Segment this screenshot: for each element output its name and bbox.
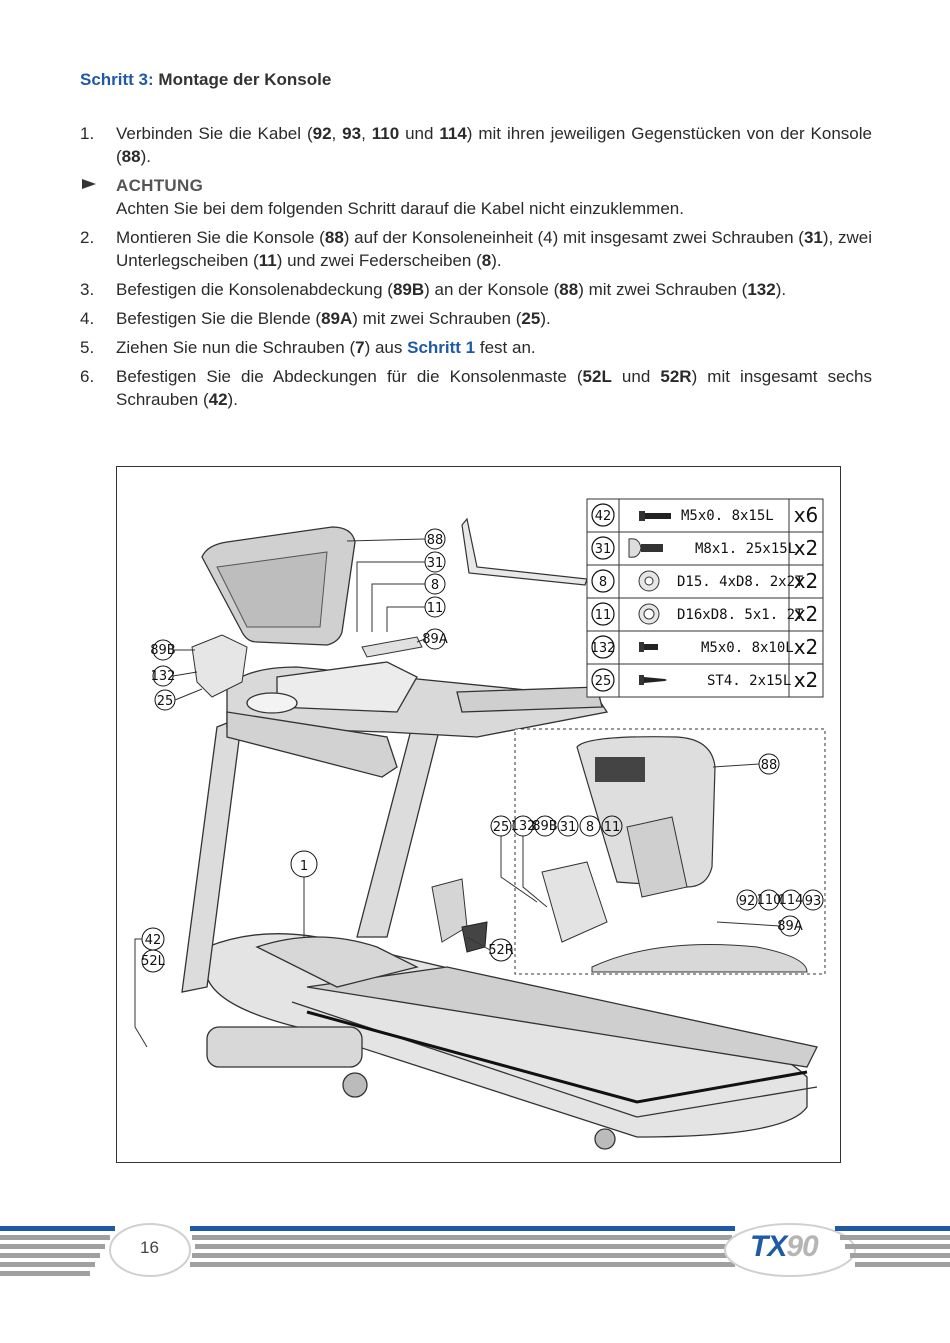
- step-text: [116, 307, 872, 330]
- part-ref: 114: [439, 124, 467, 143]
- step-part: ).: [775, 280, 787, 299]
- parts-table-id: 132: [590, 641, 616, 656]
- detail-callout-31: 31: [559, 820, 577, 835]
- detail-callout-110: 110: [756, 893, 782, 908]
- part-ref: 8: [481, 251, 492, 270]
- brand-logo: [750, 1230, 818, 1264]
- step-text: [116, 365, 872, 411]
- parts-table-id: 42: [594, 509, 612, 524]
- step-number: 2.: [80, 228, 95, 247]
- step-part: ) mit ihren jeweiligen Gegenstücken von der Konsole (: [116, 124, 872, 166]
- step-part: ).: [491, 251, 502, 270]
- washer-icon: [639, 604, 659, 624]
- callout-132: 132: [150, 669, 176, 684]
- step-part: ,: [331, 124, 343, 143]
- parts-table-spec: M5x0. 8x15L: [681, 508, 774, 524]
- callout-88: 88: [426, 533, 444, 548]
- callout-11: 11: [426, 601, 444, 616]
- part-ref: 89A: [321, 309, 353, 328]
- part-ref: 25: [521, 309, 541, 328]
- detail-callout-25: 25: [492, 820, 510, 835]
- callout-31: 31: [426, 556, 444, 571]
- step-part: und: [399, 124, 440, 143]
- page-number: 16: [140, 1238, 159, 1257]
- detail-callout-132: 132: [510, 819, 536, 834]
- detail-callout-89A: 89A: [777, 919, 803, 934]
- parts-table-qty: x2: [793, 602, 819, 626]
- step-part: und: [611, 367, 661, 386]
- part-ref: 88: [121, 147, 141, 166]
- step-part: Verbinden Sie die Kabel (: [116, 124, 313, 143]
- spring-washer-icon: [639, 571, 659, 591]
- allen-key-drawing: [462, 519, 587, 585]
- part-ref: 11: [258, 251, 277, 270]
- step-number: 6.: [80, 367, 95, 386]
- part-ref: 92: [312, 124, 332, 143]
- step-text: [116, 336, 872, 359]
- step-part: Befestigen Sie die Blende (: [116, 309, 322, 328]
- step-6: [80, 365, 872, 411]
- step-part: ) und zwei Federscheiben (: [276, 251, 482, 270]
- step-3: [80, 278, 872, 301]
- step-part: ,: [361, 124, 372, 143]
- step-text: [116, 122, 872, 168]
- part-ref: 110: [371, 124, 400, 143]
- step-5: [80, 336, 872, 359]
- step-2: [80, 226, 872, 272]
- step-part: Befestigen Sie die Abdeckungen für die Konsolenmaste (: [116, 367, 583, 386]
- step-part: ).: [540, 309, 551, 328]
- callout-89A: 89A: [422, 632, 448, 647]
- detail-callout-114: 114: [778, 893, 804, 908]
- step-part: ).: [140, 147, 151, 166]
- console-screen: [202, 527, 355, 645]
- step-part: ) auf der Konsoleneinheit (4) mit insgesamt zwei Schrauben (: [343, 228, 804, 247]
- step-number: 1.: [80, 124, 95, 143]
- parts-table-id: 25: [594, 674, 612, 689]
- step-4: [80, 307, 872, 330]
- part-ref: 31: [803, 228, 823, 247]
- assembly-diagram: [116, 466, 841, 1163]
- callout-42: 42: [144, 933, 162, 948]
- part-ref: 93: [342, 124, 362, 143]
- section-title: Montage der Konsole: [158, 70, 332, 89]
- callout-25: 25: [156, 694, 174, 709]
- step-text: [116, 278, 872, 301]
- brand-text-primary: TX: [750, 1230, 787, 1263]
- part-ref: 52L: [582, 367, 612, 386]
- parts-table-qty: x6: [793, 503, 819, 527]
- step-number: 4.: [80, 309, 95, 328]
- step-part: Befestigen die Konsolenabdeckung (: [116, 280, 393, 299]
- warning-title: ACHTUNG: [116, 176, 204, 195]
- parts-table-id: 8: [598, 575, 608, 590]
- parts-table-spec: M5x0. 8x10L: [701, 640, 794, 656]
- parts-table: [587, 499, 823, 697]
- detail-callout-93: 93: [804, 894, 822, 909]
- parts-table-spec: D16xD8. 5x1. 2T: [677, 607, 804, 623]
- parts-table-qty: x2: [793, 569, 819, 593]
- step-part: ).: [227, 390, 238, 409]
- step-part: Ziehen Sie nun die Schrauben (: [116, 338, 356, 357]
- part-ref: 132: [747, 280, 776, 299]
- detail-callout-89B: 89B: [532, 819, 558, 834]
- part-ref: 88: [324, 228, 344, 247]
- detail-inset: [491, 729, 825, 974]
- step-part: ), zwei Unterlegscheiben (: [116, 228, 873, 270]
- step-number: 5.: [80, 338, 95, 357]
- section-heading: [80, 70, 331, 90]
- parts-table-spec: D15. 4xD8. 2x2T: [677, 574, 804, 590]
- detail-callout-8: 8: [585, 820, 595, 835]
- parts-table-qty: x2: [793, 536, 819, 560]
- part-ref: 52R: [660, 367, 692, 386]
- warning-note: [80, 174, 872, 220]
- callout-52L: 52L: [141, 954, 165, 969]
- warning-text: Achten Sie bei dem folgenden Schritt darauf die Kabel nicht einzuklemmen.: [116, 199, 684, 218]
- part-ref: 89B: [392, 280, 425, 299]
- step-part: ) aus: [364, 338, 408, 357]
- callout-52R: 52R: [488, 943, 514, 958]
- callout-89B: 89B: [150, 643, 176, 658]
- part-ref: 7: [355, 338, 365, 357]
- step-part: ) mit zwei Schrauben (: [352, 309, 522, 328]
- step-1: [80, 122, 872, 168]
- callout-1: 1: [299, 859, 309, 874]
- parts-table-spec: ST4. 2x15L: [707, 673, 792, 689]
- step-text: [116, 226, 872, 272]
- detail-callout-88: 88: [760, 758, 778, 773]
- step-part: Montieren Sie die Konsole (: [116, 228, 325, 247]
- part-ref: 88: [559, 280, 579, 299]
- part-ref: 42: [208, 390, 228, 409]
- detail-callout-92: 92: [738, 894, 756, 909]
- brand-text-secondary: 90: [786, 1230, 818, 1263]
- step-number: 3.: [80, 280, 95, 299]
- callout-8: 8: [430, 578, 440, 593]
- cover-52R-drawing: [432, 879, 467, 942]
- parts-table-qty: x2: [793, 668, 819, 692]
- parts-table-spec: M8x1. 25x15L: [695, 541, 797, 557]
- parts-table-id: 31: [594, 542, 612, 557]
- step-part: ) mit insgesamt sechs Schrauben (: [116, 367, 873, 409]
- arrow-icon: [80, 174, 116, 220]
- parts-table-qty: x2: [793, 635, 819, 659]
- step-part: ) an der Konsole (: [424, 280, 560, 299]
- step-link-ref: Schritt 1: [407, 338, 476, 357]
- step-part: ) mit zwei Schrauben (: [578, 280, 748, 299]
- step-part: fest an.: [475, 338, 536, 357]
- detail-callout-11: 11: [603, 820, 621, 835]
- parts-table-id: 11: [594, 608, 612, 623]
- treadmill-illustration: [117, 467, 842, 1164]
- section-label: Schritt 3:: [80, 70, 154, 89]
- cover-89A-drawing: [362, 637, 422, 657]
- instruction-list: [80, 122, 872, 417]
